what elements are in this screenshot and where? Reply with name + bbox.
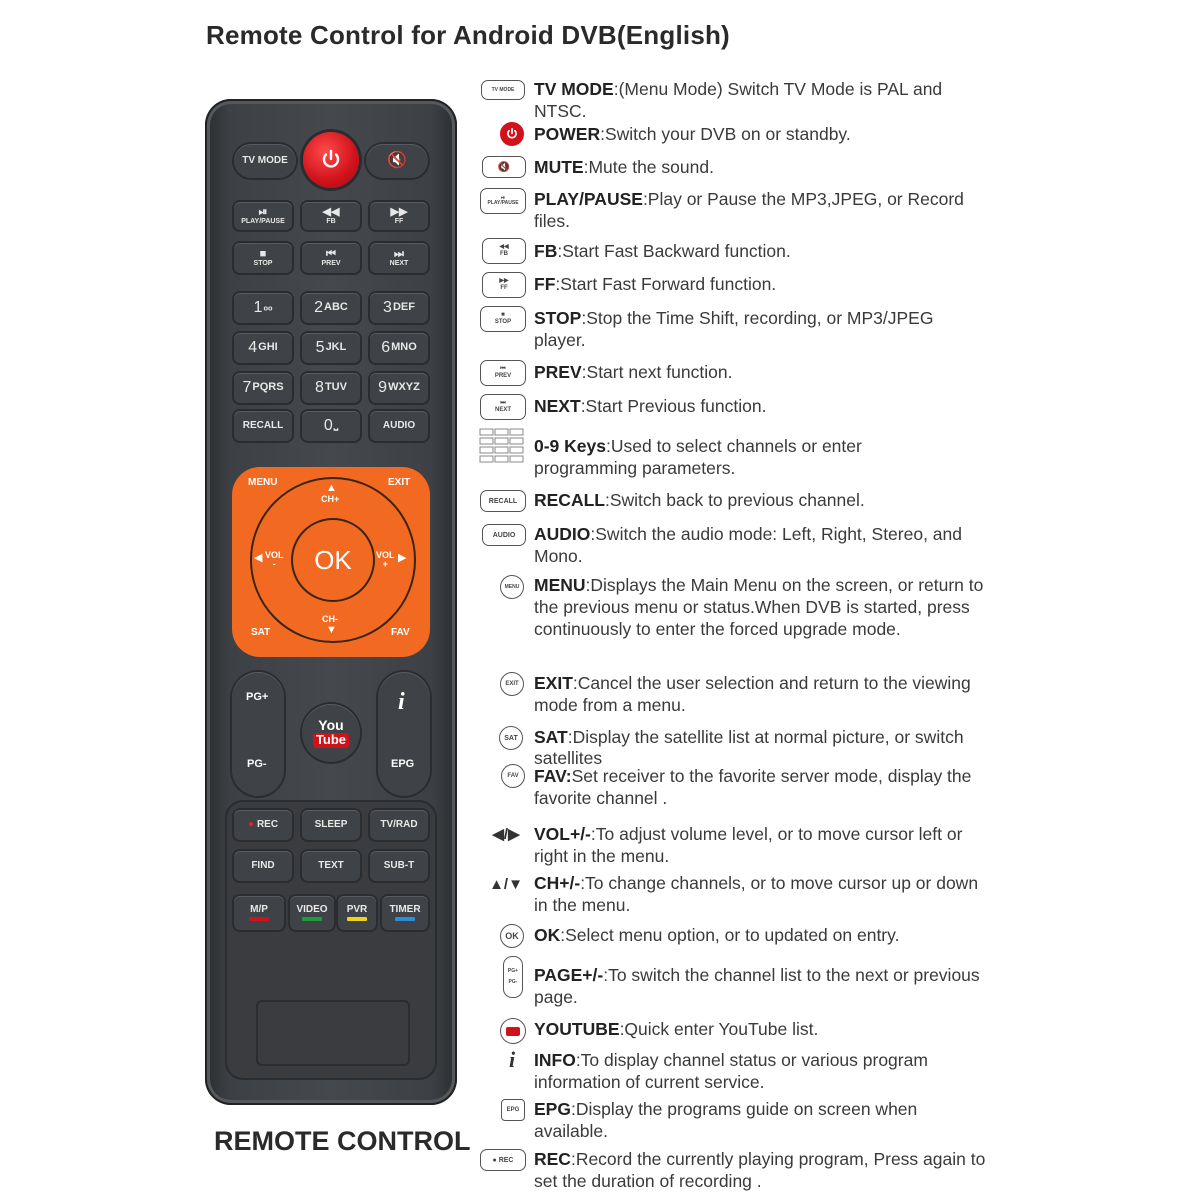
fast-forward-icon: ▶▶ bbox=[390, 205, 408, 218]
desc-text: :Quick enter YouTube list. bbox=[619, 1019, 819, 1039]
key-1-letters: ₒₒ bbox=[263, 301, 273, 314]
key-9-letters: WXYZ bbox=[388, 381, 420, 394]
desc-rec bbox=[534, 1148, 989, 1192]
channel-arrows-icon: ▲/▼ bbox=[486, 874, 526, 894]
desc-text: :(Menu Mode) Switch TV Mode is PAL and NTSC. bbox=[534, 79, 943, 121]
desc-key: MENU bbox=[534, 575, 586, 595]
desc-key: SAT bbox=[534, 727, 568, 747]
menu-icon: MENU bbox=[500, 575, 524, 599]
ff-button[interactable] bbox=[370, 202, 428, 230]
play-pause-button[interactable] bbox=[234, 202, 292, 230]
subtitle-button[interactable] bbox=[370, 851, 428, 881]
yellow-bar bbox=[347, 917, 367, 921]
pvr-button[interactable] bbox=[338, 896, 376, 930]
desc-text: Set receiver to the favorite server mode, display the favorite channel . bbox=[534, 766, 972, 808]
key-4-digit: 4 bbox=[248, 338, 258, 356]
desc-key: RECALL bbox=[534, 490, 605, 510]
desc-text: :Cancel the user selection and return to the viewing mode from a menu. bbox=[534, 673, 971, 715]
key-3[interactable] bbox=[370, 293, 428, 323]
subtitle-label: SUB-T bbox=[383, 859, 415, 871]
key-2[interactable] bbox=[302, 293, 360, 323]
tv-radio-label: TV/RAD bbox=[380, 818, 418, 830]
key-6-digit: 6 bbox=[381, 338, 391, 356]
text-label: TEXT bbox=[318, 859, 344, 871]
tv-radio-button[interactable] bbox=[370, 810, 428, 840]
text-button[interactable] bbox=[302, 851, 360, 881]
fb-label: FB bbox=[326, 217, 336, 225]
ok-label: OK bbox=[314, 544, 352, 575]
desc-text: :Start next function. bbox=[581, 362, 733, 382]
desc-text: :Display the satellite list at normal picture, or switch satellites bbox=[534, 727, 964, 768]
next-label: NEXT bbox=[389, 259, 409, 267]
vol-minus-label: VOL - bbox=[265, 550, 284, 569]
desc-key: PLAY/PAUSE bbox=[534, 189, 643, 209]
vol-right-arrow-icon[interactable]: ▶ bbox=[398, 552, 407, 564]
stop-button[interactable] bbox=[234, 243, 292, 273]
ch-minus-label: CH- bbox=[322, 614, 338, 624]
desc-key: PAGE+/- bbox=[534, 965, 604, 985]
desc-text: :Displays the Main Menu on the screen, or return to the previous menu or status.When DVB is started, press continuously to enter the forced upgrade mode. bbox=[534, 575, 984, 639]
key-7[interactable] bbox=[234, 373, 292, 403]
mp-label: M/P bbox=[250, 903, 268, 915]
fast-backward-icon: ◀◀ bbox=[322, 205, 340, 218]
next-icon: ⏭ bbox=[394, 247, 404, 260]
ok-icon: OK bbox=[500, 924, 524, 948]
audio-label: AUDIO bbox=[382, 419, 416, 431]
rec-icon: ● REC bbox=[480, 1149, 526, 1171]
desc-page bbox=[534, 964, 989, 1008]
desc-key: CH+/- bbox=[534, 873, 581, 893]
key-7-letters: PQRS bbox=[252, 381, 284, 394]
desc-play-pause bbox=[534, 188, 989, 232]
desc-text: :Switch back to previous channel. bbox=[604, 490, 865, 510]
key-1[interactable] bbox=[234, 293, 292, 323]
desc-text: :Start Fast Backward function. bbox=[557, 241, 791, 261]
mp-button[interactable] bbox=[234, 896, 284, 930]
stop-label: STOP bbox=[253, 259, 273, 267]
key-3-digit: 3 bbox=[383, 298, 392, 316]
desc-next bbox=[534, 395, 989, 417]
mute-button[interactable] bbox=[366, 144, 428, 178]
key-2-digit: 2 bbox=[314, 298, 324, 316]
blue-bar bbox=[395, 917, 415, 921]
desc-key: NEXT bbox=[534, 396, 581, 416]
volume-arrows-icon: ◀/▶ bbox=[486, 824, 526, 844]
vol-plus-label: VOL + bbox=[376, 550, 395, 569]
page-title: Remote Control for Android DVB(English) bbox=[206, 20, 730, 50]
fav-button[interactable]: FAV bbox=[391, 627, 410, 638]
youtube-icon bbox=[500, 1018, 526, 1044]
recall-button[interactable] bbox=[234, 411, 292, 441]
green-bar bbox=[302, 917, 322, 921]
ch-up-arrow-icon[interactable]: ▲ bbox=[326, 482, 337, 494]
key-4[interactable] bbox=[234, 333, 292, 363]
ok-button[interactable] bbox=[291, 518, 375, 602]
rec-label: REC bbox=[256, 818, 279, 830]
key-6-letters: MNO bbox=[391, 341, 417, 354]
desc-key: FAV: bbox=[534, 766, 572, 786]
ff-label: FF bbox=[394, 217, 404, 225]
desc-fav bbox=[534, 765, 989, 809]
video-button[interactable] bbox=[290, 896, 334, 930]
remote-caption: REMOTE CONTROL bbox=[214, 1126, 471, 1156]
timer-button[interactable] bbox=[382, 896, 428, 930]
rec-dot-icon: ● bbox=[247, 818, 254, 830]
prev-label: PREV bbox=[321, 259, 341, 267]
key-4-letters: GHI bbox=[258, 341, 278, 354]
key-1-digit: 1 bbox=[253, 298, 263, 316]
desc-key: EXIT bbox=[534, 673, 573, 693]
ch-down-arrow-icon[interactable]: ▼ bbox=[326, 624, 337, 636]
desc-number-keys bbox=[534, 435, 914, 479]
exit-icon: EXIT bbox=[500, 672, 524, 696]
find-button[interactable] bbox=[234, 851, 292, 881]
desc-exit bbox=[534, 672, 989, 716]
prev-icon: ⏮ PREV bbox=[480, 360, 526, 386]
desc-epg bbox=[534, 1098, 989, 1142]
fast-forward-icon: ▶▶ FF bbox=[482, 272, 526, 298]
desc-text: :To switch the channel list to the next or previous page. bbox=[534, 965, 980, 1007]
space-icon: ⎵ bbox=[333, 419, 339, 432]
next-icon: ⏭ NEXT bbox=[480, 394, 526, 420]
desc-power bbox=[534, 123, 989, 145]
desc-text: :Start Previous function. bbox=[580, 396, 767, 416]
desc-key: REC bbox=[534, 1149, 571, 1169]
next-button[interactable] bbox=[370, 243, 428, 273]
desc-text: :Mute the sound. bbox=[583, 157, 714, 177]
epg-icon: EPG bbox=[501, 1099, 525, 1121]
find-label: FIND bbox=[251, 859, 275, 871]
sleep-label: SLEEP bbox=[314, 818, 348, 830]
rec-button[interactable] bbox=[234, 810, 292, 840]
desc-text: :To adjust volume level, or to move cursor left or right in the menu. bbox=[534, 824, 963, 866]
tv-mode-button[interactable] bbox=[234, 144, 296, 178]
desc-text: :Record the currently playing program, Press again to set the duration of recording . bbox=[534, 1149, 986, 1191]
info-button[interactable]: i bbox=[398, 689, 405, 715]
desc-audio bbox=[534, 523, 989, 567]
audio-button[interactable] bbox=[370, 411, 428, 441]
key-8-letters: TUV bbox=[324, 381, 347, 394]
number-keys-icon bbox=[479, 428, 525, 468]
epg-button[interactable]: EPG bbox=[391, 758, 415, 770]
key-5-letters: JKL bbox=[325, 341, 347, 354]
fast-backward-icon: ◀◀ FB bbox=[482, 238, 526, 264]
desc-info bbox=[534, 1049, 989, 1093]
power-icon bbox=[500, 122, 524, 146]
audio-icon: AUDIO bbox=[482, 524, 526, 546]
ir-window bbox=[256, 1000, 410, 1066]
stop-icon: ■ STOP bbox=[480, 306, 526, 332]
tv-mode-label: TV MODE bbox=[242, 154, 288, 166]
desc-text: :Start Fast Forward function. bbox=[555, 274, 777, 294]
recall-icon: RECALL bbox=[480, 490, 526, 512]
desc-key: VOL+/- bbox=[534, 824, 591, 844]
tv-mode-icon: TV MODE bbox=[481, 80, 525, 100]
pg-plus-button[interactable]: PG+ bbox=[246, 691, 269, 703]
desc-text: :Play or Pause the MP3,JPEG, or Record files. bbox=[534, 189, 964, 231]
prev-icon: ⏮ bbox=[326, 247, 336, 260]
key-7-digit: 7 bbox=[242, 378, 252, 396]
prev-button[interactable] bbox=[302, 243, 360, 273]
desc-key: POWER bbox=[534, 124, 601, 144]
key-0[interactable] bbox=[302, 411, 360, 441]
timer-label: TIMER bbox=[389, 903, 421, 915]
youtube-tube-label: Tube bbox=[313, 733, 349, 747]
stop-icon: ■ bbox=[259, 247, 267, 260]
desc-ok bbox=[534, 924, 989, 946]
key-6[interactable] bbox=[370, 333, 428, 363]
desc-key: FF bbox=[534, 274, 556, 294]
desc-text: :Select menu option, or to updated on entry. bbox=[560, 925, 900, 945]
desc-sat bbox=[534, 727, 989, 769]
play-pause-label: PLAY/PAUSE bbox=[241, 217, 285, 225]
vol-left-arrow-icon[interactable]: ◀ bbox=[254, 552, 263, 564]
desc-text: :Display the programs guide on screen when available. bbox=[534, 1099, 918, 1141]
desc-key: AUDIO bbox=[534, 524, 591, 544]
sleep-button[interactable] bbox=[302, 810, 360, 840]
key-3-letters: DEF bbox=[392, 301, 415, 314]
mute-icon: 🔇 bbox=[482, 156, 526, 178]
key-8-digit: 8 bbox=[315, 378, 324, 396]
desc-key: OK bbox=[534, 925, 561, 945]
desc-key: EPG bbox=[534, 1099, 571, 1119]
exit-button[interactable]: EXIT bbox=[388, 477, 411, 488]
desc-text: :Switch the audio mode: Left, Right, Stereo, and Mono. bbox=[534, 524, 963, 566]
desc-channel bbox=[534, 872, 989, 916]
pg-minus-button[interactable]: PG- bbox=[247, 758, 267, 770]
key-8[interactable] bbox=[302, 373, 360, 403]
key-9[interactable] bbox=[370, 373, 428, 403]
key-5[interactable] bbox=[302, 333, 360, 363]
desc-text: :To change channels, or to move cursor up or down in the menu. bbox=[534, 873, 979, 915]
desc-text: :Switch your DVB on or standby. bbox=[600, 124, 851, 144]
desc-text: :To display channel status or various program information of current service. bbox=[534, 1050, 928, 1092]
desc-key: MUTE bbox=[534, 157, 584, 177]
youtube-you-label: You bbox=[318, 717, 344, 734]
fav-icon: FAV bbox=[501, 764, 525, 788]
sat-icon: SAT bbox=[499, 726, 523, 750]
youtube-button[interactable] bbox=[302, 704, 360, 762]
desc-recall bbox=[534, 489, 989, 511]
desc-ff bbox=[534, 273, 989, 295]
desc-key: YOUTUBE bbox=[534, 1019, 620, 1039]
info-icon: i bbox=[503, 1048, 521, 1072]
desc-text: :Stop the Time Shift, recording, or MP3/JPEG player. bbox=[534, 308, 934, 350]
desc-stop bbox=[534, 307, 989, 351]
desc-key: 0-9 Keys bbox=[534, 436, 606, 456]
desc-youtube bbox=[534, 1018, 989, 1040]
play-pause-icon: ⏯ bbox=[258, 205, 268, 218]
mute-icon: 🔇 bbox=[387, 151, 407, 169]
key-9-digit: 9 bbox=[378, 378, 388, 396]
sat-button[interactable]: SAT bbox=[251, 627, 271, 638]
ch-plus-label: CH+ bbox=[321, 494, 340, 504]
red-bar bbox=[249, 917, 269, 921]
recall-label: RECALL bbox=[242, 419, 284, 431]
desc-text: :Used to select channels or enter programming parameters. bbox=[534, 436, 862, 478]
desc-fb bbox=[534, 240, 989, 262]
menu-button[interactable]: MENU bbox=[248, 477, 278, 488]
desc-mute bbox=[534, 156, 989, 178]
desc-prev bbox=[534, 361, 989, 383]
desc-key: PREV bbox=[534, 362, 582, 382]
pvr-label: PVR bbox=[346, 903, 368, 915]
desc-menu bbox=[534, 574, 989, 640]
fb-button[interactable] bbox=[302, 202, 360, 230]
desc-volume bbox=[534, 823, 989, 867]
desc-key: TV MODE bbox=[534, 79, 614, 99]
key-2-letters: ABC bbox=[324, 301, 348, 314]
video-label: VIDEO bbox=[296, 903, 328, 915]
power-icon bbox=[319, 148, 343, 172]
desc-tv-mode bbox=[534, 78, 989, 122]
desc-key: INFO bbox=[534, 1050, 576, 1070]
page-icon: PG+ PG- bbox=[503, 956, 523, 998]
play-pause-icon: ⏯ PLAY/PAUSE bbox=[480, 188, 526, 214]
desc-key: FB bbox=[534, 241, 558, 261]
key-5-digit: 5 bbox=[315, 338, 325, 356]
key-0-digit: 0 bbox=[323, 416, 333, 434]
desc-key: STOP bbox=[534, 308, 582, 328]
power-button[interactable] bbox=[303, 132, 359, 188]
